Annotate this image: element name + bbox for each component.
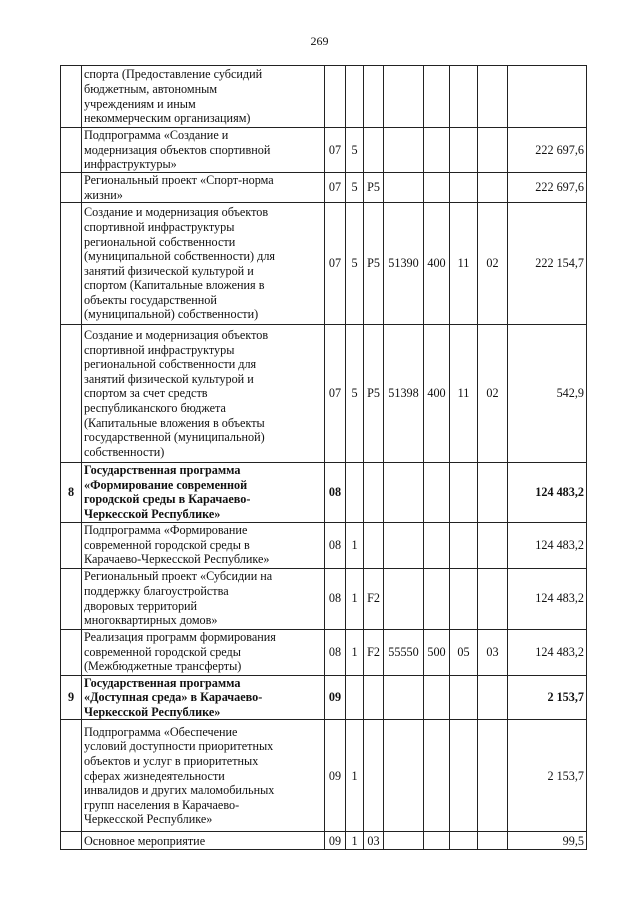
table-row	[61, 568, 587, 629]
cell-c6	[450, 832, 478, 850]
cell-c2: 1	[346, 568, 364, 629]
cell-c4: 51398	[384, 325, 424, 463]
cell-c7: 03	[478, 629, 508, 675]
cell-c4: 55550	[384, 629, 424, 675]
cell-c2: 1	[346, 832, 364, 850]
cell-c7	[478, 66, 508, 128]
cell-num	[61, 325, 82, 463]
cell-amount: 222 697,6	[508, 173, 587, 203]
cell-c2: 1	[346, 720, 364, 832]
cell-c7	[478, 675, 508, 720]
cell-name: Подпрограмма «Создание и модернизация объектов спортивной инфраструктуры»	[82, 128, 325, 173]
table-row	[61, 463, 587, 522]
cell-c1: 08	[325, 463, 346, 522]
cell-c2: 5	[346, 128, 364, 173]
cell-c6	[450, 463, 478, 522]
cell-name: Основное мероприятие	[82, 832, 325, 850]
cell-c6: 05	[450, 629, 478, 675]
cell-amount: 542,9	[508, 325, 587, 463]
cell-amount: 124 483,2	[508, 629, 587, 675]
cell-c4	[384, 66, 424, 128]
table-row	[61, 832, 587, 850]
cell-c6	[450, 128, 478, 173]
cell-c2: 1	[346, 522, 364, 568]
cell-c5	[424, 66, 450, 128]
cell-c5	[424, 173, 450, 203]
table-row	[61, 128, 587, 173]
cell-c5	[424, 720, 450, 832]
cell-c4: 51390	[384, 203, 424, 325]
cell-c2	[346, 675, 364, 720]
cell-c3: P5	[364, 203, 384, 325]
cell-c1: 07	[325, 325, 346, 463]
cell-c4	[384, 832, 424, 850]
table-row	[61, 325, 587, 463]
budget-table	[60, 65, 587, 850]
cell-num: 9	[61, 675, 82, 720]
cell-amount: 124 483,2	[508, 463, 587, 522]
cell-c4	[384, 720, 424, 832]
cell-c2: 5	[346, 203, 364, 325]
cell-c5	[424, 568, 450, 629]
cell-c5	[424, 675, 450, 720]
cell-c4	[384, 522, 424, 568]
table-row	[61, 522, 587, 568]
cell-c6	[450, 568, 478, 629]
cell-c6	[450, 675, 478, 720]
cell-c4	[384, 173, 424, 203]
cell-c3	[364, 463, 384, 522]
cell-c4	[384, 568, 424, 629]
cell-num	[61, 720, 82, 832]
cell-c1: 09	[325, 675, 346, 720]
cell-amount: 99,5	[508, 832, 587, 850]
cell-c6: 11	[450, 203, 478, 325]
cell-c1: 07	[325, 203, 346, 325]
cell-c1: 09	[325, 720, 346, 832]
cell-c1	[325, 66, 346, 128]
cell-c6: 11	[450, 325, 478, 463]
cell-c1: 08	[325, 568, 346, 629]
table-row	[61, 629, 587, 675]
cell-c6	[450, 522, 478, 568]
cell-c7: 02	[478, 325, 508, 463]
cell-name: Создание и модернизация объектов спортивной инфраструктуры региональной собственности (муниципальной собственности) для занятий физической культурой и спортом (Капитальные вложения в объекты государственной (муниципальной) собственности)	[82, 203, 325, 325]
cell-c2: 5	[346, 173, 364, 203]
cell-c7	[478, 128, 508, 173]
table-row	[61, 203, 587, 325]
cell-num	[61, 522, 82, 568]
cell-num	[61, 128, 82, 173]
cell-name: Создание и модернизация объектов спортивной инфраструктуры региональной собственности для занятий физической культурой и спортом за счет средств республиканского бюджета (Капитальные вложения в объекты государственной (муниципальной) собственности)	[82, 325, 325, 463]
cell-num	[61, 203, 82, 325]
cell-c7	[478, 832, 508, 850]
cell-amount	[508, 66, 587, 128]
cell-num	[61, 173, 82, 203]
cell-num	[61, 832, 82, 850]
cell-amount: 2 153,7	[508, 720, 587, 832]
cell-c6	[450, 66, 478, 128]
cell-c3: P5	[364, 173, 384, 203]
cell-c5	[424, 128, 450, 173]
cell-name: Государственная программа «Доступная среда» в Карачаево- Черкесской Республике»	[82, 675, 325, 720]
cell-num	[61, 568, 82, 629]
cell-name: Региональный проект «Спорт-норма жизни»	[82, 173, 325, 203]
cell-name: Подпрограмма «Обеспечение условий доступности приоритетных объектов и услуг в приоритетных сферах жизнедеятельности инвалидов и других маломобильных групп населения в Карачаево- Черкесской Республике»	[82, 720, 325, 832]
cell-c1: 07	[325, 173, 346, 203]
table-row	[61, 675, 587, 720]
cell-c5	[424, 832, 450, 850]
cell-c3	[364, 66, 384, 128]
cell-c3: F2	[364, 568, 384, 629]
cell-num	[61, 629, 82, 675]
table-row	[61, 173, 587, 203]
cell-c7: 02	[478, 203, 508, 325]
cell-c3: 03	[364, 832, 384, 850]
cell-c1: 09	[325, 832, 346, 850]
cell-c6	[450, 173, 478, 203]
cell-amount: 124 483,2	[508, 522, 587, 568]
cell-c5: 400	[424, 325, 450, 463]
cell-c3	[364, 522, 384, 568]
cell-amount: 222 697,6	[508, 128, 587, 173]
cell-c3	[364, 128, 384, 173]
cell-num: 8	[61, 463, 82, 522]
cell-c6	[450, 720, 478, 832]
cell-c2	[346, 463, 364, 522]
cell-c4	[384, 463, 424, 522]
cell-c7	[478, 173, 508, 203]
cell-num	[61, 66, 82, 128]
table-row	[61, 720, 587, 832]
cell-name: Государственная программа «Формирование современной городской среды в Карачаево- Черкесской Республике»	[82, 463, 325, 522]
cell-c3	[364, 675, 384, 720]
cell-amount: 2 153,7	[508, 675, 587, 720]
cell-name: спорта (Предоставление субсидий бюджетным, автономным учреждениям и иным некоммерческим организациям)	[82, 66, 325, 128]
cell-name: Подпрограмма «Формирование современной городской среды в Карачаево-Черкесской Республике»	[82, 522, 325, 568]
budget-table-body	[61, 66, 587, 850]
cell-c7	[478, 568, 508, 629]
cell-c1: 08	[325, 522, 346, 568]
cell-c3: F2	[364, 629, 384, 675]
cell-c5	[424, 463, 450, 522]
cell-amount: 222 154,7	[508, 203, 587, 325]
page-number: 269	[310, 34, 329, 48]
cell-c4	[384, 675, 424, 720]
cell-c2: 5	[346, 325, 364, 463]
cell-c3: P5	[364, 325, 384, 463]
cell-c3	[364, 720, 384, 832]
cell-c5	[424, 522, 450, 568]
cell-c5: 500	[424, 629, 450, 675]
table-row	[61, 66, 587, 128]
cell-c1: 07	[325, 128, 346, 173]
cell-c2	[346, 66, 364, 128]
cell-c4	[384, 128, 424, 173]
cell-c7	[478, 522, 508, 568]
cell-c7	[478, 463, 508, 522]
cell-c1: 08	[325, 629, 346, 675]
cell-c7	[478, 720, 508, 832]
cell-amount: 124 483,2	[508, 568, 587, 629]
cell-c2: 1	[346, 629, 364, 675]
cell-name: Региональный проект «Субсидии на поддержку благоустройства дворовых территорий многоквартирных домов»	[82, 568, 325, 629]
cell-name: Реализация программ формирования современной городской среды (Межбюджетные трансферты)	[82, 629, 325, 675]
cell-c5: 400	[424, 203, 450, 325]
